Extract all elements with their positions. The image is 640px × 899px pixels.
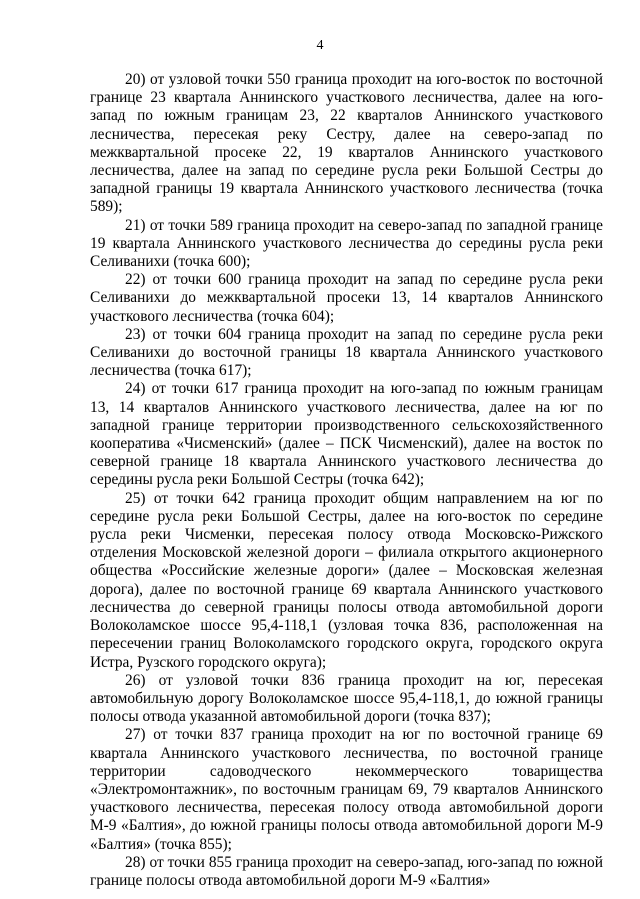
paragraph-22: 22) от точки 600 граница проходит на запад по середине русла реки Селиванихи до межквартальной просеки 13, 14 кварталов Аннинского участкового лесничества (точка 604); xyxy=(90,271,603,325)
paragraph-28: 28) от точки 855 граница проходит на северо-запад, юго-запад по южной границе полосы отвода автомобильной дороги М-9 «Балтия» xyxy=(90,853,603,889)
paragraph-25: 25) от точки 642 граница проходит общим направлением на юг по середине русла реки Большой Сестры, далее на юго-восток по середине русла реки Чисменки, пересекая полосу отвода Московско-Рижского отделения Московской железной дороги – филиала открытого акционерного общества «Российские железные дороги» (далее – Московская железная дорога), далее по восточной границе 69 квартала Аннинского участкового лесничества до северной границы полосы отвода автомобильной дороги Волоколамское шоссе 95,4-118,1 (узловая точка 836, расположенная на пересечении границ Волоколамского городского округа, городского округа Истра, Рузского городского округа); xyxy=(90,489,603,671)
paragraph-24: 24) от точки 617 граница проходит на юго-запад по южным границам 13, 14 кварталов Аннинского участкового лесничества, далее на юг по западной границе территории производственного сельскохозяйственного кооператива «Чисменский» (далее – ПСК Чисменский), далее на восток по северной границе 18 квартала Аннинского участкового лесничества до середины русла реки Большой Сестры (точка 642); xyxy=(90,380,603,489)
paragraph-23: 23) от точки 604 граница проходит на запад по середине русла реки Селиванихи до восточной границы 18 квартала Аннинского участкового лесничества (точка 617); xyxy=(90,325,603,380)
paragraph-27: 27) от точки 837 граница проходит на юг по восточной границе 69 квартала Аннинского участкового лесничества, по восточной границе территории садоводческого некоммерческого товарищества «Электромонтажник», по восточным границам 69, 79 кварталов Аннинского участкового лесничества, пересекая полосу отвода автомобильной дороги М-9 «Балтия», до южной границы полосы отвода автомобильной дороги М-9 «Балтия» (точка 855); xyxy=(90,726,603,853)
page-number: 4 xyxy=(316,38,324,53)
paragraph-21: 21) от точки 589 граница проходит на северо-запад по западной границе 19 квартала Аннинского участкового лесничества до середины русла реки Селиванихи (точка 600); xyxy=(90,216,603,271)
document-body xyxy=(90,71,603,890)
paragraph-20: 20) от узловой точки 550 граница проходит на юго-восток по восточной границе 23 квартала Аннинского участкового лесничества, далее на юго-запад по южным границам 23, 22 кварталов Аннинского участкового лесничества, пересекая реку Сестру, далее на северо-запад по межквартальной просеке 22, 19 кварталов Аннинского участкового лесничества, далее на запад по середине русла реки Большой Сестры до западной границы 19 квартала Аннинского участкового лесничества (точка 589); xyxy=(90,71,603,216)
paragraph-26: 26) от узловой точки 836 граница проходит на юг, пересекая автомобильную дорогу Волоколамское шоссе 95,4-118,1, до южной границы полосы отвода указанной автомобильной дороги (точка 837); xyxy=(90,671,603,726)
